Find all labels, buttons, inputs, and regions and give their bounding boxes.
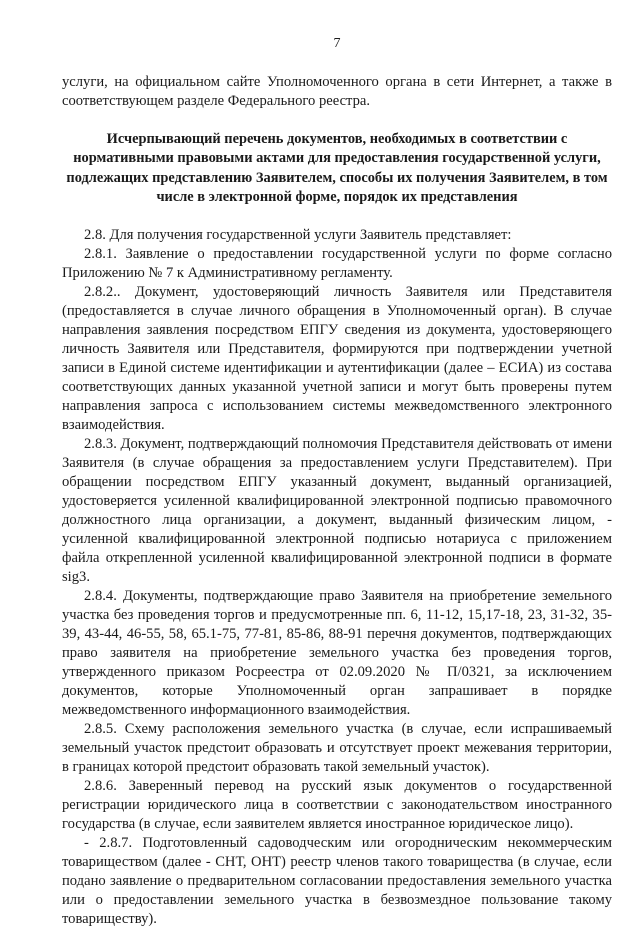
intro-paragraph: услуги, на официальном сайте Уполномоченного органа в сети Интернет, а также в соответствующем разделе Федерального реестра. [62,74,612,109]
section-heading: Исчерпывающий перечень документов, необходимых в соответствии с нормативными правовыми актами для предоставления государственной услуги, подлежащих представлению Заявителем, способы их получения Заявителем, в том числе в электронной форме, порядок их представления [66,131,608,206]
paragraph-2-8: 2.8. Для получения государственной услуги Заявитель представляет: [84,226,512,243]
paragraph-2-8-6: 2.8.6. Заверенный перевод на русский язык документов о государственной регистрации юридического лица в соответствии с законодательством иностранного государства (в случае, если заявителем является иностранное юридическое лицо). [62,777,612,832]
page-number: 7 [333,36,341,51]
paragraph-2-8-2: 2.8.2.. Документ, удостоверяющий личность Заявителя или Представителя (предоставляется в случае личного обращения в Уполномоченный орган). В случае направления заявления посредством ЕПГУ сведения из документа, удостоверяющего личность Заявителя или Представителя, формируются при подтверждении учетной записи в Единой системе идентификации и аутентификации (далее – ЕСИА) из состава соответствующих данных указанной учетной записи и могут быть проверены путем направления запроса с использованием системы межведомственного электронного взаимодействия. [62,283,612,433]
paragraph-2-8-5: 2.8.5. Схему расположения земельного участка (в случае, если испрашиваемый земельный участок предстоит образовать и отсутствует проект межевания территории, в границах которой предстоит образовать такой земельный участок). [62,720,612,775]
paragraph-2-8-4: 2.8.4. Документы, подтверждающие право Заявителя на приобретение земельного участка без проведения торгов и предусмотренные пп. 6, 11-12, 15,17-18, 23, 31-32, 35-39, 43-44, 46-55, 58, 65.1-75, 77-81, 85-86, 88-91 перечня документов, подтверждающих право заявителя на приобретение земельного участка без проведения торгов, утвержденного приказом Росреестра от 02.09.2020 № П/0321, за исключением документов, которые Уполномоченный орган запрашивает в порядке межведомственного информационного взаимодействия. [62,587,612,718]
paragraph-2-8-7: - 2.8.7. Подготовленный садоводческим или огородническим некоммерческим товариществом (далее - СНТ, ОНТ) реестр членов такого товарищества (в случае, если подано заявление о предварительном согласовании предоставления земельного участка или о предоставлении земельного участка в безвозмездное пользование такому товариществу). [62,834,612,927]
paragraph-2-8-3: 2.8.3. Документ, подтверждающий полномочия Представителя действовать от имени Заявителя (в случае обращения за предоставлением услуги Представителем). При обращении посредством ЕПГУ указанный документ, выданный организацией, удостоверяется усиленной квалифицированной электронной подписью правомочного должностного лица организации, а документ, выданный физическим лицом, - усиленной квалифицированной электронной подписью нотариуса с приложением файла открепленной усиленной квалифицированной электронной подписи в формате sig3. [62,435,612,585]
paragraph-2-8-1: 2.8.1. Заявление о предоставлении государственной услуги по форме согласно Приложению № 7 к Административному регламенту. [62,245,612,281]
